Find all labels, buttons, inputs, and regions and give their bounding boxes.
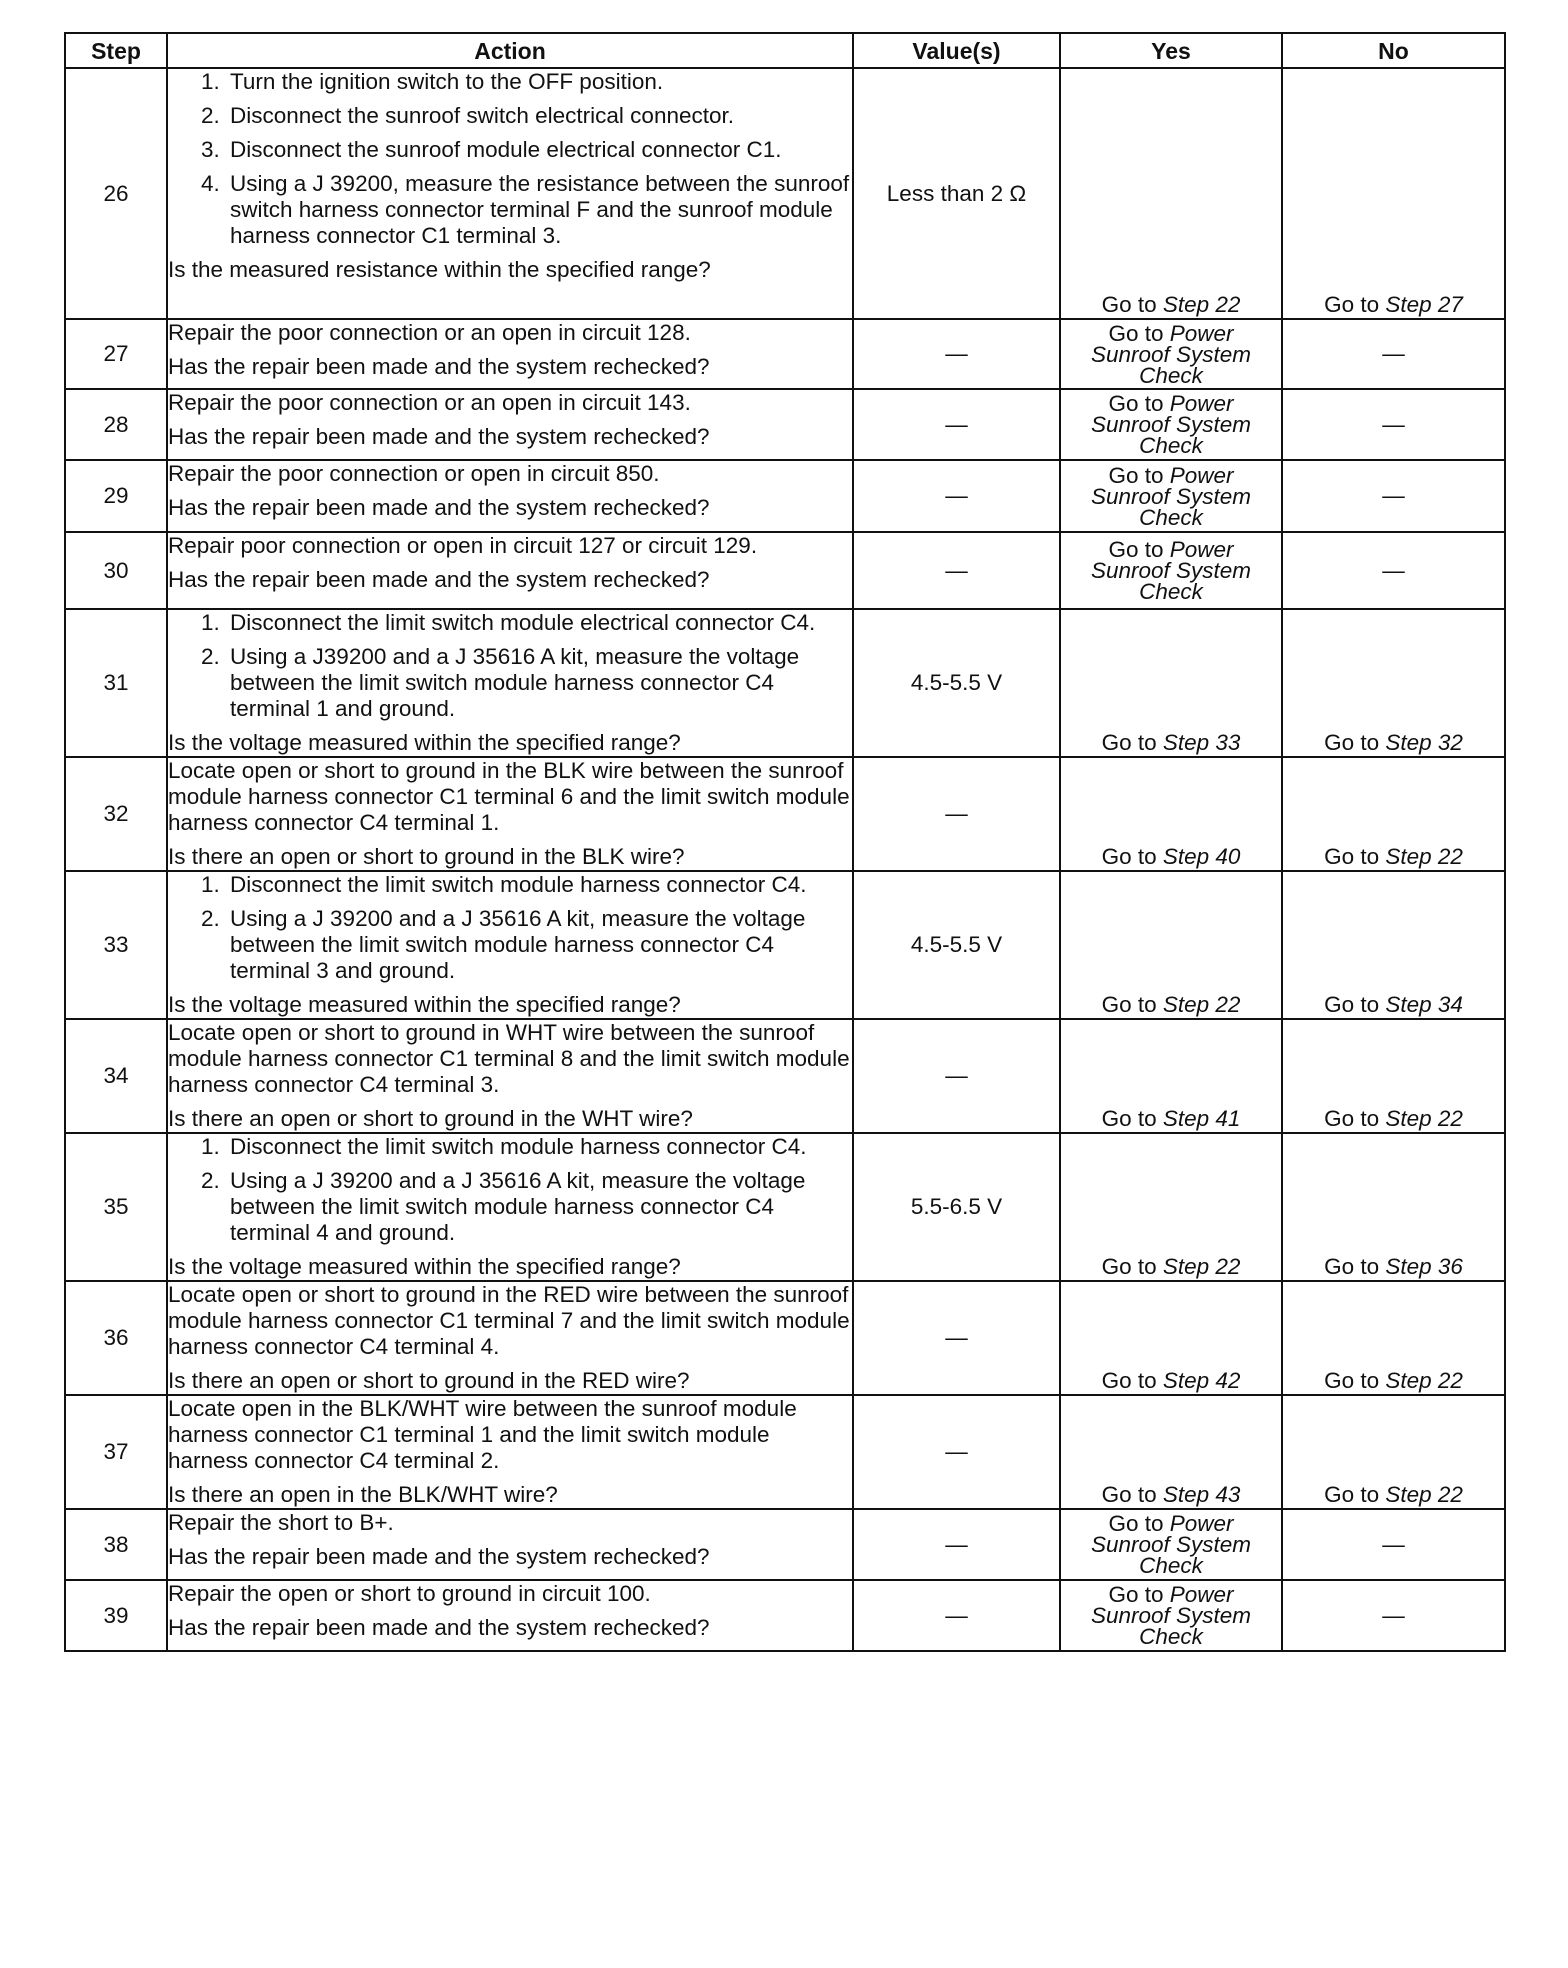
action-question: Is there an open or short to ground in the WHT wire? bbox=[168, 1106, 693, 1131]
action-cell bbox=[167, 532, 853, 609]
yes-cell bbox=[1060, 1395, 1282, 1509]
value-cell: 4.5-5.5 V bbox=[853, 609, 1060, 757]
action-steps-list bbox=[168, 872, 852, 984]
step-number: 29 bbox=[65, 460, 167, 532]
action-question: Is the voltage measured within the specified range? bbox=[168, 992, 681, 1017]
yes-prefix: Go to bbox=[1101, 1254, 1157, 1279]
column-header-values: Value(s) bbox=[853, 33, 1060, 68]
yes-cell bbox=[1060, 319, 1282, 389]
no-reference: Step 22 bbox=[1385, 1106, 1463, 1131]
column-header-yes: Yes bbox=[1060, 33, 1282, 68]
no-reference: Step 36 bbox=[1385, 1254, 1463, 1279]
action-cell bbox=[167, 1580, 853, 1651]
action-question: Has the repair been made and the system rechecked? bbox=[168, 567, 710, 592]
yes-prefix: Go to bbox=[1108, 537, 1164, 562]
action-step-item: 2. Using a J 39200 and a J 35616 A kit, measure the voltage between the limit switch module harness connector C4 terminal 4 and ground. bbox=[226, 1168, 852, 1246]
no-cell bbox=[1282, 319, 1505, 389]
action-steps-list bbox=[168, 1134, 852, 1246]
yes-reference: Step 22 bbox=[1162, 992, 1241, 1017]
value-cell: — bbox=[853, 389, 1060, 460]
step-number: 38 bbox=[65, 1509, 167, 1580]
table-row bbox=[65, 1395, 1505, 1509]
action-question: Has the repair been made and the system rechecked? bbox=[168, 495, 710, 520]
table-row bbox=[65, 532, 1505, 609]
action-step-item: 1. Disconnect the limit switch module harness connector C4. bbox=[226, 872, 852, 898]
value-cell: — bbox=[853, 1580, 1060, 1651]
action-question: Has the repair been made and the system rechecked? bbox=[168, 354, 710, 379]
yes-cell bbox=[1060, 609, 1282, 757]
action-question: Is there an open in the BLK/WHT wire? bbox=[168, 1482, 558, 1507]
yes-reference: Step 42 bbox=[1162, 1368, 1241, 1393]
no-cell bbox=[1282, 389, 1505, 460]
column-header-step: Step bbox=[65, 33, 167, 68]
action-cell bbox=[167, 1509, 853, 1580]
action-text: Repair poor connection or open in circuit 127 or circuit 129. bbox=[168, 533, 758, 558]
no-prefix: Go to bbox=[1324, 1254, 1380, 1279]
no-prefix: Go to bbox=[1324, 1368, 1380, 1393]
yes-reference: Step 22 bbox=[1162, 292, 1241, 317]
step-number: 34 bbox=[65, 1019, 167, 1133]
action-step-item: 2. Disconnect the sunroof switch electrical connector. bbox=[226, 103, 852, 129]
no-cell bbox=[1282, 1133, 1505, 1281]
no-prefix: Go to bbox=[1324, 292, 1380, 317]
column-header-no: No bbox=[1282, 33, 1505, 68]
yes-reference: Power Sunroof System Check bbox=[1090, 1511, 1252, 1578]
action-text: Repair the poor connection or an open in circuit 128. bbox=[168, 320, 691, 345]
table-row bbox=[65, 1019, 1505, 1133]
yes-prefix: Go to bbox=[1108, 391, 1164, 416]
no-reference: Step 22 bbox=[1385, 844, 1463, 869]
action-text: Locate open or short to ground in the BLK wire between the sunroof module harness connector C1 terminal 6 and the limit switch module harness connector C4 terminal 1. bbox=[168, 758, 850, 835]
no-cell bbox=[1282, 609, 1505, 757]
step-number: 26 bbox=[65, 68, 167, 319]
value-cell: — bbox=[853, 1509, 1060, 1580]
diagnostic-table bbox=[64, 32, 1506, 1652]
value-cell: — bbox=[853, 532, 1060, 609]
yes-prefix: Go to bbox=[1108, 1582, 1164, 1607]
action-text: Locate open or short to ground in the RED wire between the sunroof module harness connector C1 terminal 7 and the limit switch module harness connector C4 terminal 4. bbox=[168, 1282, 850, 1359]
action-steps-list bbox=[168, 69, 852, 249]
yes-cell bbox=[1060, 532, 1282, 609]
no-cell bbox=[1282, 1281, 1505, 1395]
table-row bbox=[65, 757, 1505, 871]
step-number: 35 bbox=[65, 1133, 167, 1281]
no-cell bbox=[1282, 1019, 1505, 1133]
yes-cell bbox=[1060, 460, 1282, 532]
action-question: Has the repair been made and the system rechecked? bbox=[168, 424, 710, 449]
yes-prefix: Go to bbox=[1101, 1106, 1157, 1131]
table-row bbox=[65, 389, 1505, 460]
action-cell bbox=[167, 609, 853, 757]
action-cell bbox=[167, 1281, 853, 1395]
action-question: Has the repair been made and the system rechecked? bbox=[168, 1544, 710, 1569]
action-cell bbox=[167, 871, 853, 1019]
table-row bbox=[65, 1509, 1505, 1580]
no-cell bbox=[1282, 757, 1505, 871]
yes-cell bbox=[1060, 757, 1282, 871]
yes-cell bbox=[1060, 871, 1282, 1019]
action-cell bbox=[167, 389, 853, 460]
diagnostic-table-page bbox=[64, 32, 1504, 1652]
action-step-item: 1. Disconnect the limit switch module harness connector C4. bbox=[226, 1134, 852, 1160]
action-question: Is there an open or short to ground in the RED wire? bbox=[168, 1368, 690, 1393]
step-number: 33 bbox=[65, 871, 167, 1019]
value-cell: — bbox=[853, 1281, 1060, 1395]
no-prefix: — bbox=[1382, 483, 1405, 508]
yes-cell bbox=[1060, 1281, 1282, 1395]
value-cell: — bbox=[853, 319, 1060, 389]
action-text: Repair the poor connection or an open in circuit 143. bbox=[168, 390, 691, 415]
step-number: 28 bbox=[65, 389, 167, 460]
yes-prefix: Go to bbox=[1101, 1482, 1157, 1507]
yes-reference: Power Sunroof System Check bbox=[1090, 391, 1252, 458]
yes-prefix: Go to bbox=[1108, 1511, 1164, 1536]
action-step-item: 4. Using a J 39200, measure the resistance between the sunroof switch harness connector terminal F and the sunroof module harness connector C1 terminal 3. bbox=[226, 171, 852, 249]
action-cell bbox=[167, 460, 853, 532]
no-prefix: — bbox=[1382, 411, 1405, 437]
action-cell bbox=[167, 1395, 853, 1509]
yes-prefix: Go to bbox=[1101, 292, 1157, 317]
yes-prefix: Go to bbox=[1108, 462, 1164, 488]
yes-cell bbox=[1060, 1509, 1282, 1580]
yes-prefix: Go to bbox=[1101, 844, 1157, 869]
table-row bbox=[65, 1580, 1505, 1651]
action-steps-list bbox=[168, 610, 852, 722]
action-cell bbox=[167, 319, 853, 389]
table-row bbox=[65, 609, 1505, 757]
no-reference: Step 27 bbox=[1385, 292, 1463, 317]
yes-reference: Step 33 bbox=[1162, 730, 1241, 755]
yes-cell bbox=[1060, 389, 1282, 460]
no-prefix: Go to bbox=[1324, 1106, 1380, 1131]
value-cell: — bbox=[853, 1395, 1060, 1509]
action-text: Repair the poor connection or open in circuit 850. bbox=[168, 461, 660, 486]
action-text: Repair the short to B+. bbox=[168, 1510, 394, 1535]
yes-reference: Step 41 bbox=[1162, 1106, 1241, 1131]
yes-reference: Step 43 bbox=[1162, 1482, 1241, 1507]
yes-cell bbox=[1060, 68, 1282, 319]
no-cell bbox=[1282, 1580, 1505, 1651]
step-number: 31 bbox=[65, 609, 167, 757]
column-header-action: Action bbox=[167, 33, 853, 68]
no-reference: Step 32 bbox=[1385, 730, 1463, 755]
action-question: Is the measured resistance within the specified range? bbox=[168, 257, 711, 282]
no-reference: Step 22 bbox=[1385, 1368, 1463, 1393]
table-header-row bbox=[65, 33, 1505, 68]
action-cell bbox=[167, 757, 853, 871]
action-text: Locate open or short to ground in WHT wire between the sunroof module harness connector C1 terminal 8 and the limit switch module harness connector C4 terminal 3. bbox=[168, 1020, 850, 1097]
no-cell bbox=[1282, 1509, 1505, 1580]
table-row bbox=[65, 460, 1505, 532]
no-cell bbox=[1282, 1395, 1505, 1509]
yes-cell bbox=[1060, 1019, 1282, 1133]
yes-cell bbox=[1060, 1580, 1282, 1651]
value-cell: 5.5-6.5 V bbox=[853, 1133, 1060, 1281]
action-question: Has the repair been made and the system rechecked? bbox=[168, 1615, 710, 1640]
step-number: 36 bbox=[65, 1281, 167, 1395]
step-number: 30 bbox=[65, 532, 167, 609]
value-cell: — bbox=[853, 1019, 1060, 1133]
table-row bbox=[65, 68, 1505, 319]
value-cell: — bbox=[853, 460, 1060, 532]
yes-prefix: Go to bbox=[1101, 992, 1157, 1017]
action-text: Repair the open or short to ground in circuit 100. bbox=[168, 1581, 651, 1606]
no-reference: Step 22 bbox=[1385, 1482, 1463, 1507]
no-prefix: Go to bbox=[1324, 844, 1380, 869]
action-cell bbox=[167, 1019, 853, 1133]
action-step-item: 1. Turn the ignition switch to the OFF position. bbox=[226, 69, 852, 95]
table-row bbox=[65, 871, 1505, 1019]
action-question: Is there an open or short to ground in the BLK wire? bbox=[168, 844, 685, 869]
step-number: 37 bbox=[65, 1395, 167, 1509]
table-body bbox=[65, 68, 1505, 1651]
yes-reference: Power Sunroof System Check bbox=[1090, 462, 1252, 530]
no-cell bbox=[1282, 871, 1505, 1019]
no-reference: Step 34 bbox=[1385, 992, 1463, 1017]
action-step-item: 2. Using a J 39200 and a J 35616 A kit, measure the voltage between the limit switch module harness connector C4 terminal 3 and ground. bbox=[226, 906, 852, 984]
yes-prefix: Go to bbox=[1108, 320, 1164, 346]
yes-reference: Step 40 bbox=[1162, 844, 1241, 869]
action-step-item: 1. Disconnect the limit switch module electrical connector C4. bbox=[226, 610, 852, 636]
no-cell bbox=[1282, 68, 1505, 319]
no-prefix: Go to bbox=[1324, 992, 1380, 1017]
action-text: Locate open in the BLK/WHT wire between the sunroof module harness connector C1 terminal 1 and the limit switch module harness connector C4 terminal 2. bbox=[168, 1396, 797, 1473]
step-number: 27 bbox=[65, 319, 167, 389]
action-cell bbox=[167, 1133, 853, 1281]
yes-prefix: Go to bbox=[1101, 730, 1157, 755]
yes-reference: Power Sunroof System Check bbox=[1090, 1582, 1252, 1649]
yes-cell bbox=[1060, 1133, 1282, 1281]
no-prefix: — bbox=[1382, 557, 1405, 583]
yes-reference: Step 22 bbox=[1162, 1254, 1241, 1279]
no-cell bbox=[1282, 532, 1505, 609]
no-cell bbox=[1282, 460, 1505, 532]
yes-reference: Power Sunroof System Check bbox=[1090, 537, 1252, 604]
no-prefix: Go to bbox=[1324, 730, 1380, 755]
yes-prefix: Go to bbox=[1101, 1368, 1157, 1393]
step-number: 32 bbox=[65, 757, 167, 871]
yes-reference: Power Sunroof System Check bbox=[1090, 320, 1252, 388]
value-cell: — bbox=[853, 757, 1060, 871]
value-cell: 4.5-5.5 V bbox=[853, 871, 1060, 1019]
step-number: 39 bbox=[65, 1580, 167, 1651]
action-cell bbox=[167, 68, 853, 319]
table-row bbox=[65, 1281, 1505, 1395]
action-question: Is the voltage measured within the specified range? bbox=[168, 1254, 681, 1279]
action-step-item: 2. Using a J39200 and a J 35616 A kit, measure the voltage between the limit switch module harness connector C4 terminal 1 and ground. bbox=[226, 644, 852, 722]
table-row bbox=[65, 319, 1505, 389]
table-row bbox=[65, 1133, 1505, 1281]
no-prefix: — bbox=[1382, 1531, 1405, 1557]
no-prefix: Go to bbox=[1324, 1482, 1380, 1507]
no-prefix: — bbox=[1382, 1602, 1405, 1628]
value-cell: Less than 2 Ω bbox=[853, 68, 1060, 319]
action-step-item: 3. Disconnect the sunroof module electrical connector C1. bbox=[226, 137, 852, 163]
action-question: Is the voltage measured within the specified range? bbox=[168, 730, 681, 755]
no-prefix: — bbox=[1382, 341, 1405, 366]
